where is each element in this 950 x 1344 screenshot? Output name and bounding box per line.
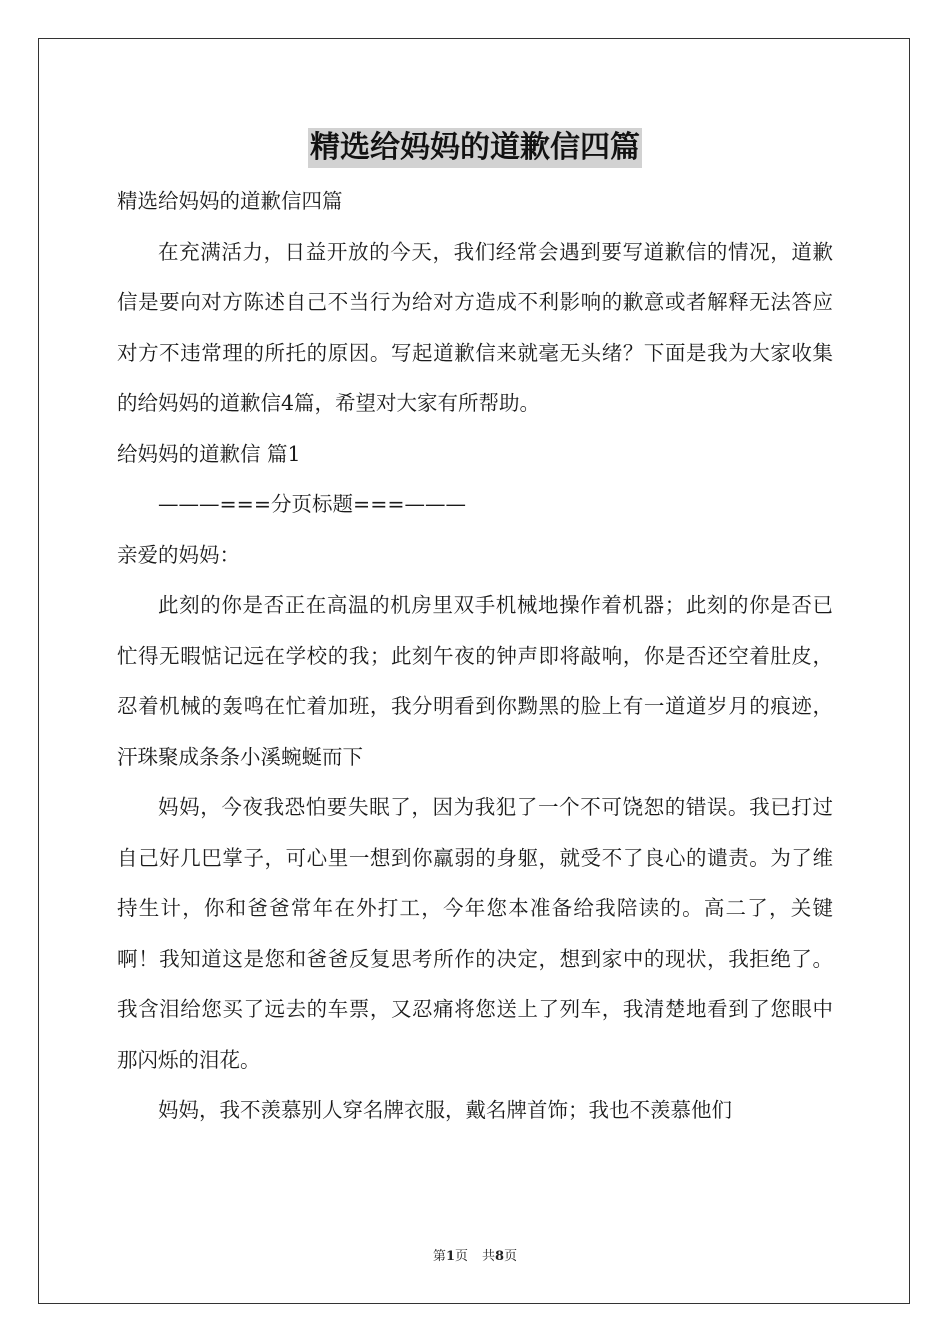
intro-paragraph: 在充满活力，日益开放的今天，我们经常会遇到要写道歉信的情况，道歉信是要向对方陈述自己不当行为给对方造成不利影响的歉意或者解释无法答应对方不违常理的所托的原因。写起道歉信来就毫无头绪？下面是我为大家收集的给妈妈的道歉信4篇，希望对大家有所帮助。 xyxy=(117,239,833,415)
page-prefix: 第 xyxy=(432,1249,446,1264)
subtitle: 精选给妈妈的道歉信四篇 xyxy=(117,189,343,213)
page-suffix: 页 xyxy=(454,1249,468,1264)
page-break-marker: ———===分页标题===——— xyxy=(158,492,467,516)
document-title: 精选给妈妈的道歉信四篇 xyxy=(308,128,642,168)
body-paragraph: 妈妈，我不羡慕别人穿名牌衣服，戴名牌首饰；我也不羡慕他们 xyxy=(158,1098,732,1122)
body-paragraph: 妈妈，今夜我恐怕要失眠了，因为我犯了一个不可饶恕的错误。我已打过自己好几巴掌子，可心里一想到你羸弱的身躯，就受不了良心的谴责。为了维持生计，你和爸爸常年在外打工，今年您本准备给我陪读的。高二了，关键啊！我知道这是您和爸爸反复思考所作的决定，想到家中的现状，我拒绝了。我含泪给您买了远去的车票，又忍痛将您送上了列车，我清楚地看到了您眼中那闪烁的泪花。 xyxy=(117,795,833,1072)
page-number: 1 xyxy=(445,1249,455,1264)
total-prefix: 共 xyxy=(482,1249,496,1264)
body-paragraph: 此刻的你是否正在高温的机房里双手机械地操作着机器；此刻的你是否已忙得无暇惦记远在学校的我；此刻午夜的钟声即将敲响，你是否还空着肚皮，忍着机械的轰鸣在忙着加班，我分明看到你黝黑的脸上有一道道岁月的痕迹，汗珠聚成条条小溪蜿蜒而下 xyxy=(117,593,833,769)
total-suffix: 页 xyxy=(504,1249,518,1264)
section-heading: 给妈妈的道歉信 篇1 xyxy=(117,441,301,466)
title-container xyxy=(0,128,950,168)
document-body xyxy=(117,176,833,1136)
total-pages: 8 xyxy=(495,1249,505,1264)
salutation: 亲爱的妈妈： xyxy=(117,542,240,567)
page-footer xyxy=(0,1245,950,1264)
